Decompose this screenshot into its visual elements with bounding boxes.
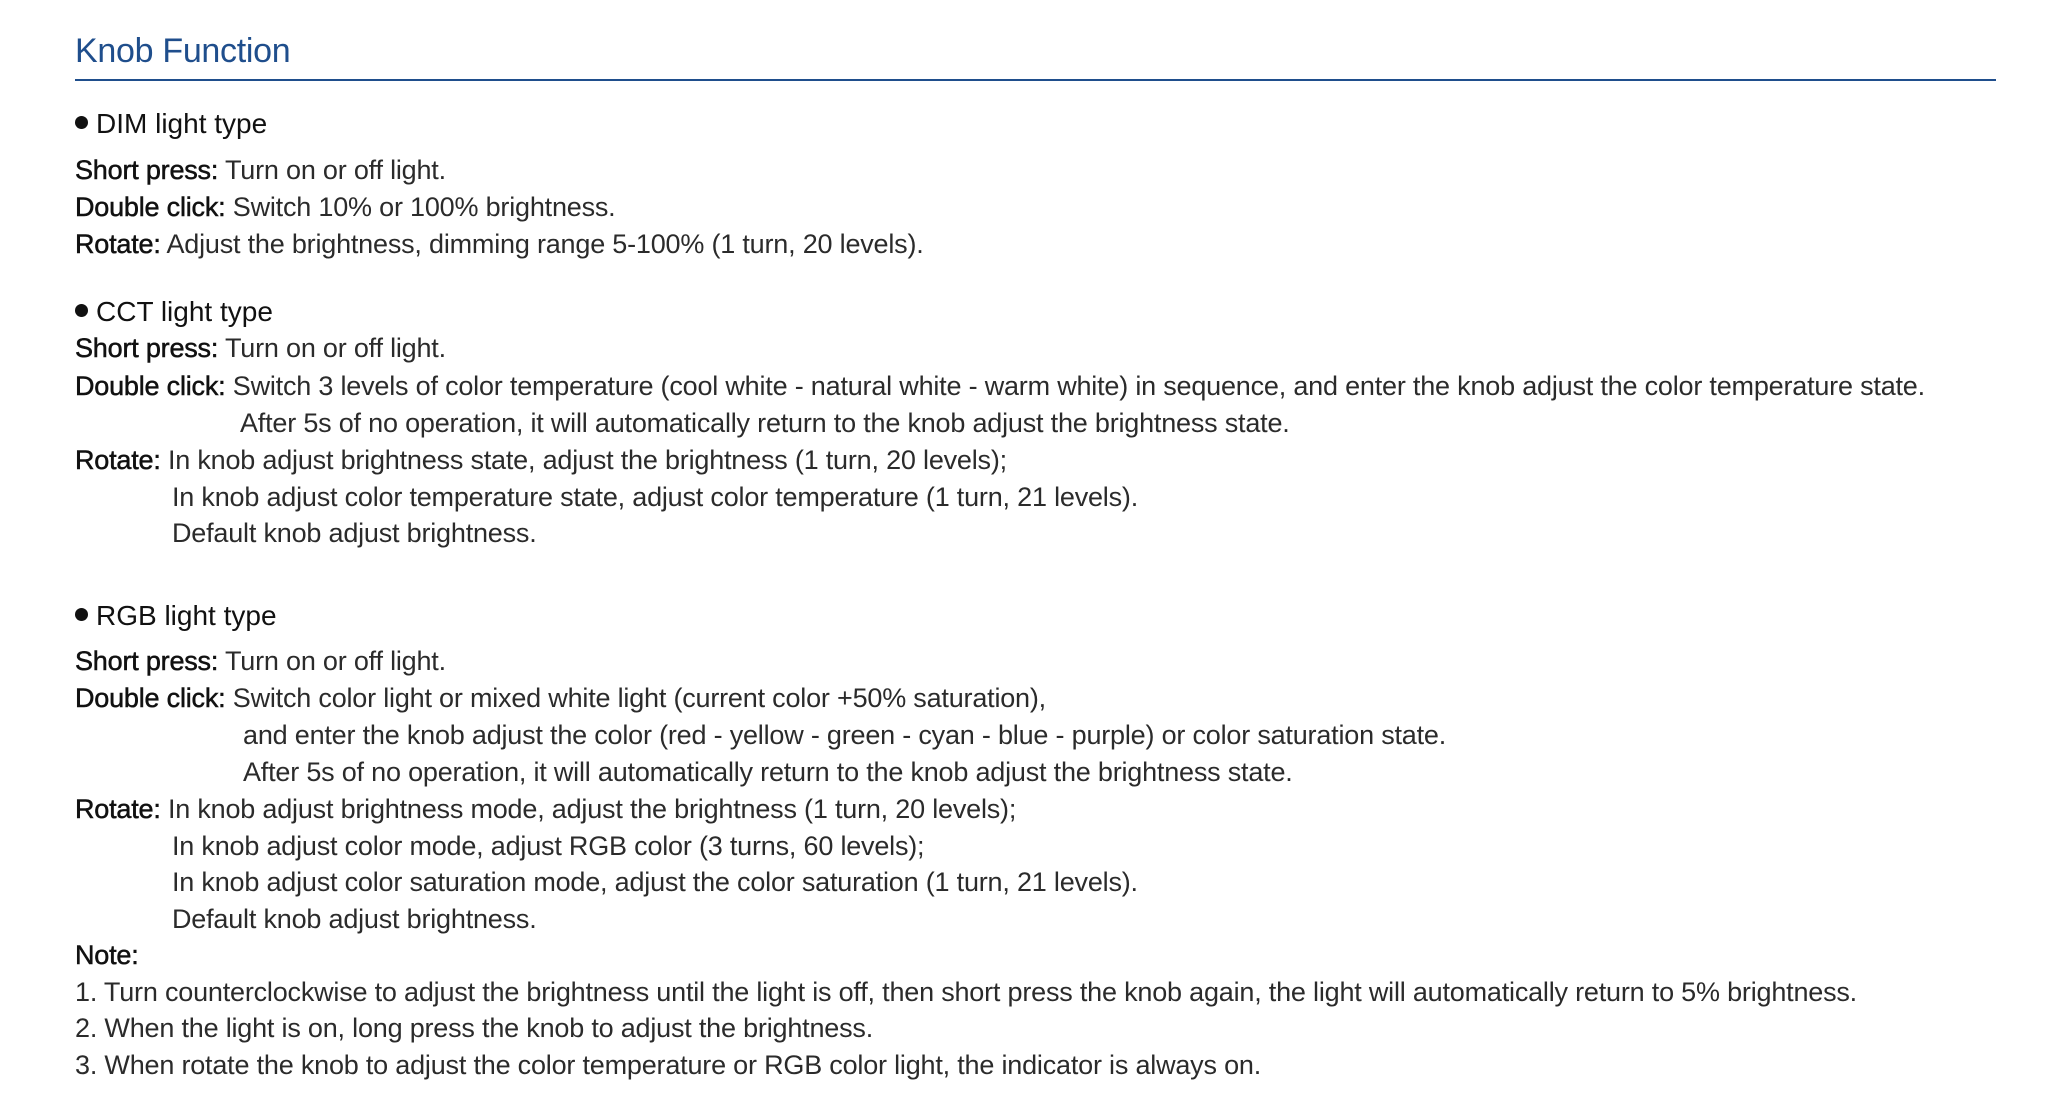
cct-rotate-label: Rotate:: [75, 445, 161, 475]
bullet-icon: [75, 304, 88, 317]
cct-rotate-continuation-2: Default knob adjust brightness.: [172, 518, 537, 548]
rgb-double-click-label: Double click:: [75, 683, 226, 713]
rgb-double-click: Double click: Switch color light or mixed white light (current color +50% saturation),: [75, 683, 1046, 713]
title-divider: [75, 79, 1996, 81]
rgb-double-click-continuation-2: After 5s of no operation, it will automatically return to the knob adjust the brightness state.: [243, 757, 1293, 787]
cct-double-click-continuation: After 5s of no operation, it will automatically return to the knob adjust the brightness state.: [240, 408, 1290, 438]
bullet-icon: [75, 116, 88, 129]
rgb-short-press: Short press: Turn on or off light.: [75, 646, 446, 676]
cct-double-click: Double click: Switch 3 levels of color temperature (cool white - natural white - warm white) in sequence, and enter the knob adjust the color temperature state.: [75, 371, 1925, 401]
cct-short-press: Short press: Turn on or off light.: [75, 333, 446, 363]
note-label: Note:: [75, 940, 139, 970]
rgb-rotate-continuation-3: Default knob adjust brightness.: [172, 904, 537, 934]
rgb-rotate-label: Rotate:: [75, 794, 161, 824]
note-item: 3. When rotate the knob to adjust the color temperature or RGB color light, the indicator is always on.: [75, 1050, 1262, 1080]
dim-short-press-label: Short press:: [75, 155, 219, 185]
rgb-section-heading: RGB light type: [75, 600, 277, 632]
page-title: Knob Function: [75, 32, 291, 70]
bullet-icon: [75, 608, 88, 621]
dim-short-press: Short press: Turn on or off light.: [75, 155, 446, 185]
dim-double-click-label: Double click:: [75, 192, 226, 222]
cct-double-click-label: Double click:: [75, 371, 226, 401]
rgb-double-click-continuation-1: and enter the knob adjust the color (red - yellow - green - cyan - blue - purple) or color saturation state.: [243, 720, 1447, 750]
cct-rotate: Rotate: In knob adjust brightness state, adjust the brightness (1 turn, 20 levels);: [75, 445, 1007, 475]
note-item: 1. Turn counterclockwise to adjust the brightness until the light is off, then short press the knob again, the light will automatically return to 5% brightness.: [75, 977, 1857, 1007]
dim-section-heading: DIM light type: [75, 108, 267, 140]
dim-double-click: Double click: Switch 10% or 100% brightness.: [75, 192, 616, 222]
cct-short-press-label: Short press:: [75, 333, 219, 363]
cct-rotate-continuation-1: In knob adjust color temperature state, adjust color temperature (1 turn, 21 levels).: [172, 482, 1138, 512]
rgb-short-press-label: Short press:: [75, 646, 219, 676]
rgb-rotate-continuation-1: In knob adjust color mode, adjust RGB color (3 turns, 60 levels);: [172, 831, 925, 861]
note-item: 2. When the light is on, long press the knob to adjust the brightness.: [75, 1013, 873, 1043]
rgb-rotate-continuation-2: In knob adjust color saturation mode, adjust the color saturation (1 turn, 21 levels).: [172, 867, 1138, 897]
dim-rotate-label: Rotate:: [75, 229, 161, 259]
cct-section-heading: CCT light type: [75, 296, 273, 328]
rgb-rotate: Rotate: In knob adjust brightness mode, adjust the brightness (1 turn, 20 levels);: [75, 794, 1017, 824]
dim-rotate: Rotate: Adjust the brightness, dimming range 5-100% (1 turn, 20 levels).: [75, 229, 924, 259]
